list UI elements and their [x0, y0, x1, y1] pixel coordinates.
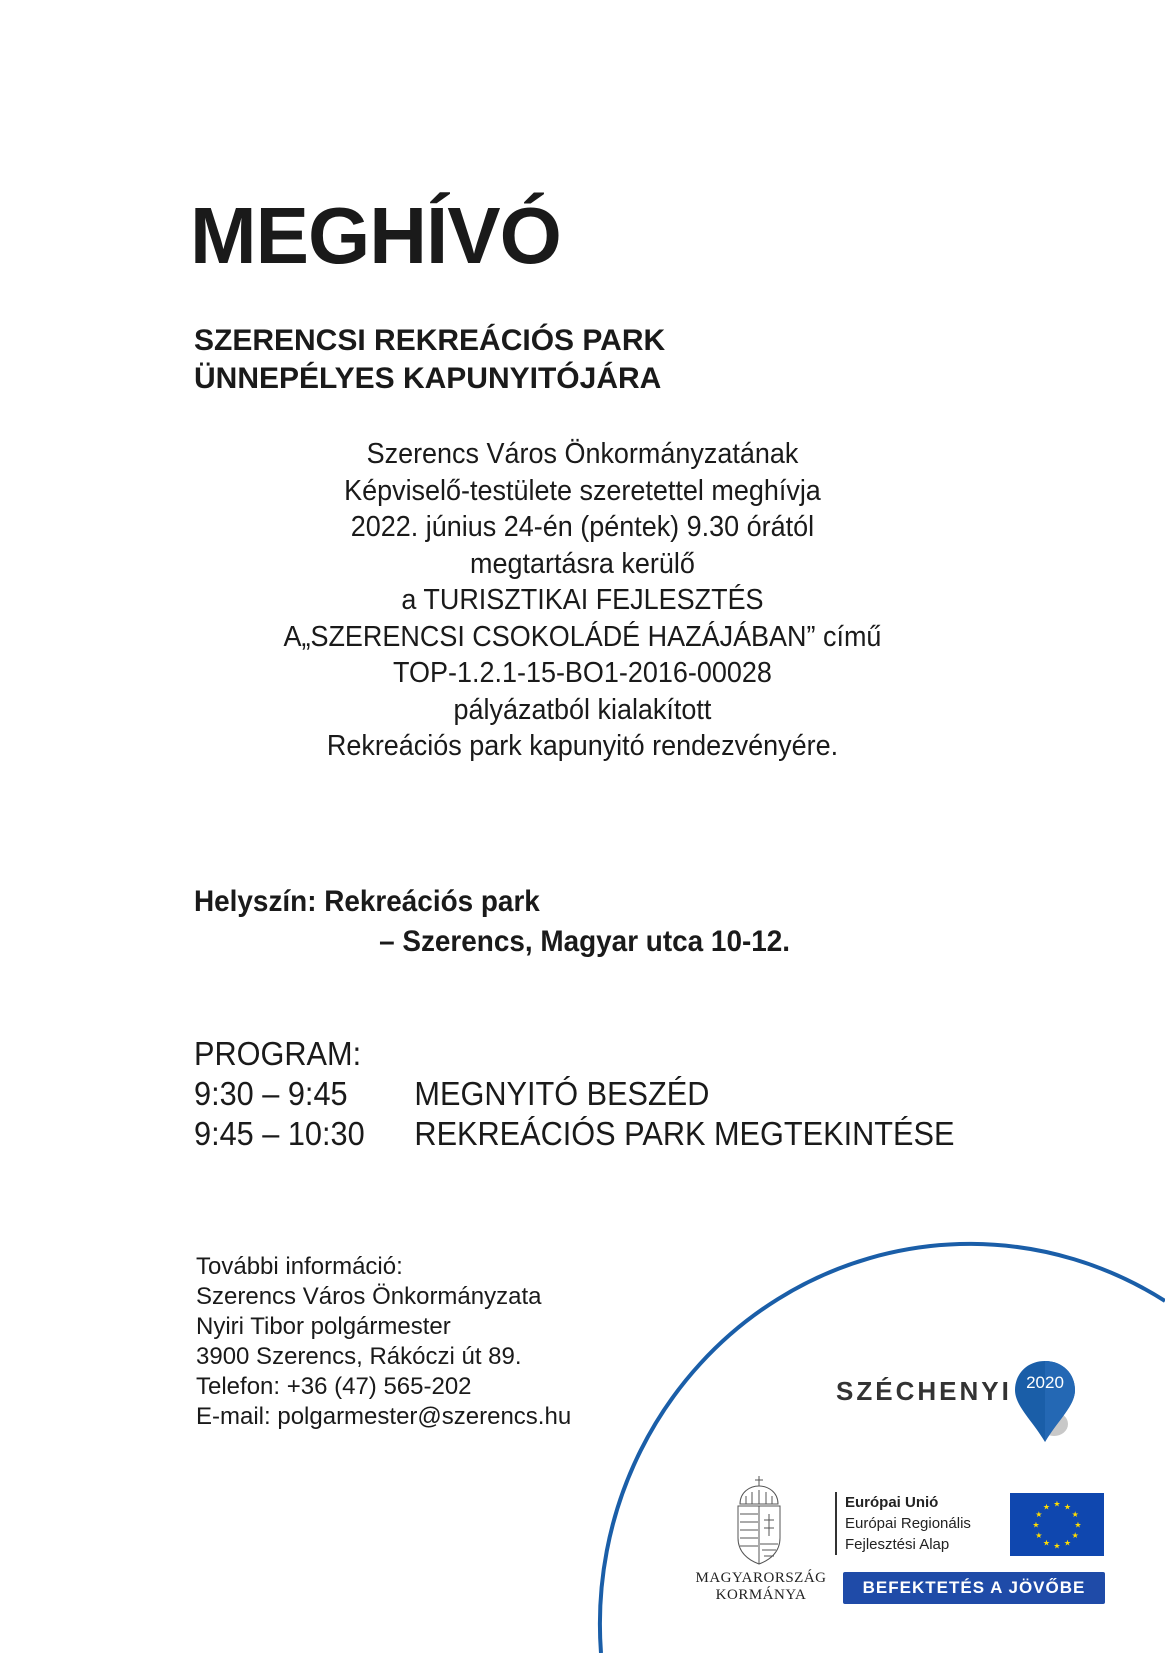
subtitle-line: ÜNNEPÉLYES KAPUNYITÓJÁRA [194, 362, 662, 395]
eu-star-icon: ★ [1053, 1499, 1061, 1509]
eu-star-icon: ★ [1053, 1541, 1061, 1551]
body-line: pályázatból kialakított [453, 693, 712, 726]
program-time: 9:30 – 9:45 [194, 1075, 348, 1112]
venue-line: Helyszín: Rekreációs park [194, 885, 540, 918]
venue-address: – Szerencs, Magyar utca 10-12. [379, 925, 791, 958]
eu-star-icon: ★ [1042, 1538, 1051, 1548]
eu-star-icon: ★ [1063, 1502, 1072, 1512]
body-line: 2022. június 24-én (péntek) 9.30 órától [350, 511, 815, 543]
eu-star-icon: ★ [1074, 1520, 1082, 1530]
program-item [194, 1074, 954, 1114]
eu-star-icon: ★ [1071, 1531, 1079, 1540]
contact-line: Nyiri Tibor polgármester [196, 1313, 451, 1340]
program-label: REKREÁCIÓS PARK MEGTEKINTÉSE [414, 1115, 955, 1152]
eu-title: Európai Unió [845, 1494, 939, 1511]
eu-star-icon: ★ [1063, 1538, 1072, 1548]
body-line: a TURISZTIKAI FEJLESZTÉS [401, 584, 764, 616]
contact-phone: Telefon: +36 (47) 565-202 [196, 1373, 472, 1400]
venue [194, 882, 790, 962]
eu-star-icon: ★ [1035, 1510, 1043, 1519]
szechenyi-year: 2020 [1026, 1373, 1064, 1392]
program [194, 1034, 954, 1154]
contact-email: E-mail: polgarmester@szerencs.hu [196, 1403, 572, 1430]
szechenyi-logo-text: SZÉCHENYI [836, 1376, 1012, 1406]
eu-star-icon: ★ [1032, 1520, 1040, 1530]
contact-line: Szerencs Város Önkormányzata [196, 1283, 542, 1310]
subtitle [194, 322, 665, 398]
eu-star-icon: ★ [1035, 1531, 1043, 1540]
eu-star-icon: ★ [1042, 1502, 1051, 1512]
government-logo-text [686, 1570, 836, 1604]
contact-info [196, 1252, 571, 1432]
contact-heading: További információ: [196, 1253, 403, 1280]
invitation-body [41, 436, 1124, 765]
body-line: A„SZERENCSI CSOKOLÁDÉ HAZÁJÁBAN” című [283, 620, 882, 653]
program-heading: PROGRAM: [194, 1035, 362, 1072]
government-line: KORMÁNYA [715, 1587, 807, 1603]
investing-future-banner: BEFEKTETÉS A JÖVŐBE [843, 1572, 1105, 1604]
eu-fund-line: Fejlesztési Alap [845, 1536, 950, 1553]
subtitle-line: SZERENCSI REKREÁCIÓS PARK [194, 324, 666, 357]
page-title: MEGHÍVÓ [190, 191, 561, 280]
body-line: megtartásra kerülő [470, 547, 695, 580]
body-line: Szerencs Város Önkormányzatának [366, 438, 799, 470]
body-line: TOP-1.2.1-15-BO1-2016-00028 [393, 657, 772, 689]
eu-divider [835, 1492, 837, 1555]
eu-flag-icon [1010, 1493, 1104, 1556]
contact-line: 3900 Szerencs, Rákóczi út 89. [196, 1343, 522, 1370]
body-line: Képviselő-testülete szeretettel meghívja [344, 474, 821, 507]
eu-star-icon: ★ [1071, 1510, 1079, 1519]
szechenyi-2020-pin-icon [1010, 1358, 1080, 1444]
body-line: Rekreációs park kapunyitó rendezvényére. [326, 730, 839, 762]
eu-fund-text [845, 1492, 971, 1555]
eu-fund-line: Európai Regionális [845, 1515, 971, 1532]
hungarian-coat-of-arms-icon [732, 1474, 786, 1566]
government-line: MAGYARORSZÁG [695, 1570, 827, 1586]
program-label: MEGNYITÓ BESZÉD [414, 1075, 710, 1112]
program-time: 9:45 – 10:30 [194, 1115, 365, 1152]
program-item [194, 1114, 954, 1154]
